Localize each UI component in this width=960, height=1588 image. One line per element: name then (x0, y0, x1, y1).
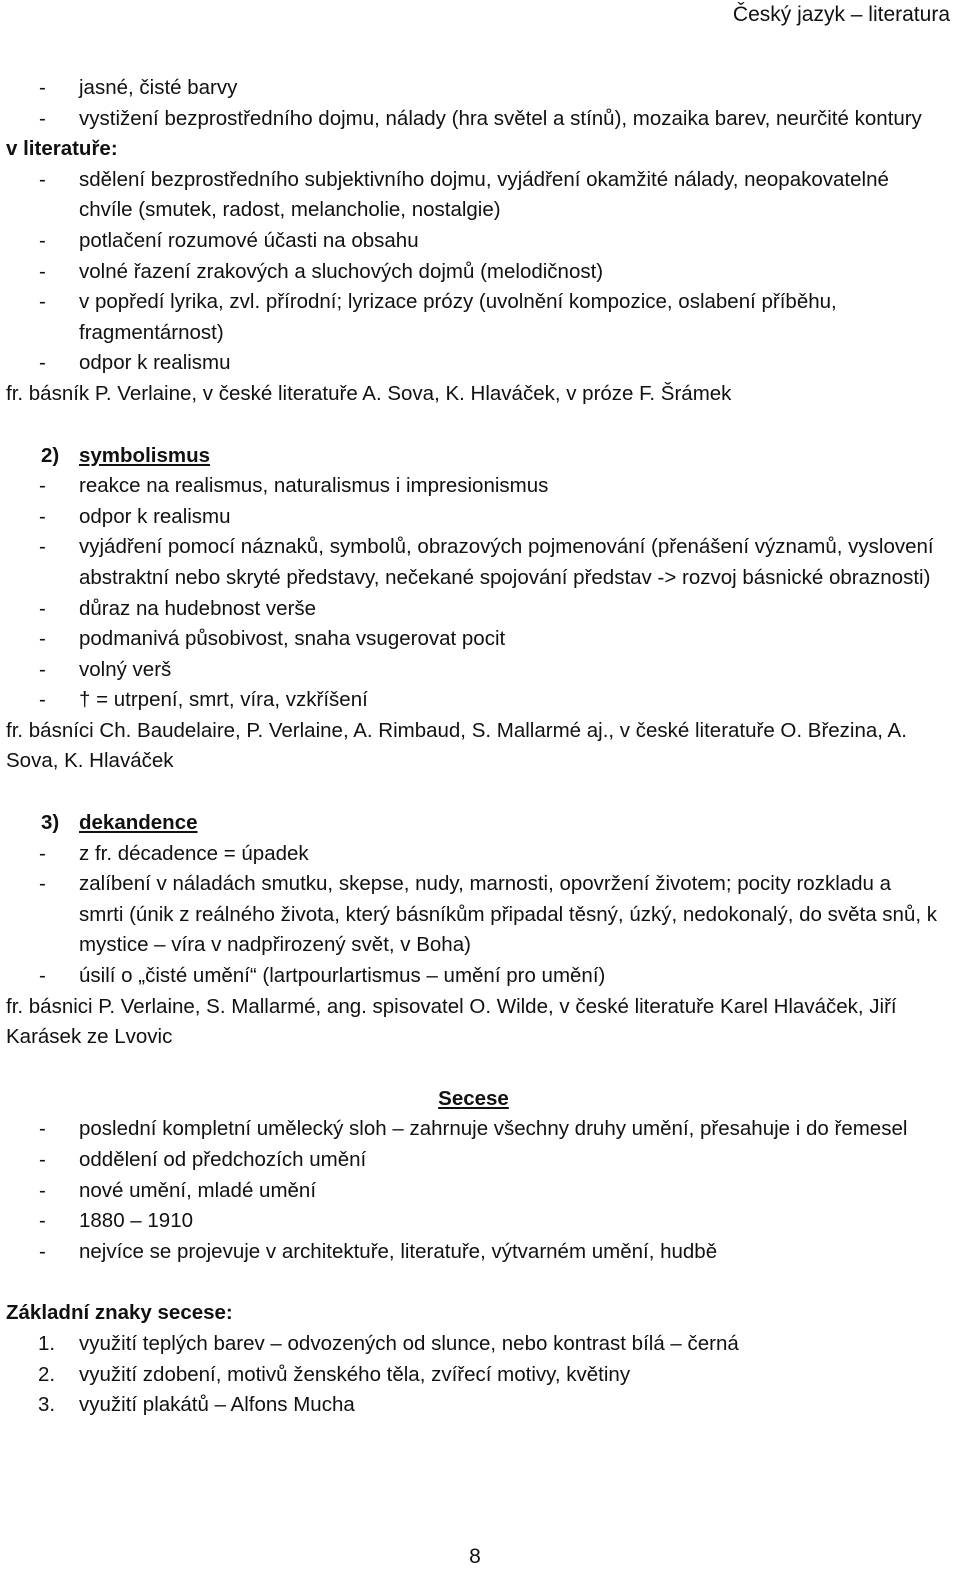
bullet-dash: - (39, 627, 46, 651)
subheading-v-literature: v literatuře: (6, 137, 118, 161)
bullet-dash: - (39, 228, 46, 252)
bullet-dash: - (39, 106, 46, 130)
bullet-dash: - (39, 1148, 46, 1171)
list-item: - volné řazení zrakových a sluchových dojmů (melodičnost) (6, 257, 941, 288)
authors-line: fr. básníci Ch. Baudelaire, P. Verlaine, A. Rimbaud, S. Mallarmé aj., v české literatuře O. Březina, A. Sova, K. Hlaváček (6, 718, 907, 773)
list-item: - zalíbení v náladách smutku, skepse, nudy, marnosti, opovržení životem; pocity rozkladu a smrti (únik z reálného života, který básníkům připadal těsný, úzký, nedokonalý, do světa snů, k mystice – víra v nadpřirozený svět, v Boha) (6, 869, 941, 961)
list-item: - vyjádření pomocí náznaků, symbolů, obrazových pojmenování (přenášení významů, vyslovení abstraktní nebo skryté představy, nečekané spojování představ -> rozvoj básnické obraznosti) (6, 532, 941, 593)
section-heading-symbolismus: 2) symbolismus (41, 443, 211, 467)
bullet-dash: - (39, 351, 46, 375)
bullet-dash: - (39, 1117, 46, 1141)
page-header: Český jazyk – literatura (732, 3, 950, 26)
list-item: - odpor k realismu (6, 348, 941, 379)
list-item: - reakce na realismus, naturalismus i impresionismus (6, 471, 941, 502)
bullet-dash: - (39, 535, 46, 559)
bullet-dash: - (39, 76, 46, 99)
list-item: - z fr. décadence = úpadek (6, 839, 941, 870)
list-item: - důraz na hudebnost verše (6, 594, 941, 625)
bullet-dash: - (39, 596, 46, 620)
bullet-dash: - (39, 688, 46, 712)
bullet-dash: - (39, 657, 46, 681)
list-item: - potlačení rozumové účasti na obsahu (6, 226, 941, 257)
list-item: - podmanivá působivost, snaha vsugerovat pocit (6, 624, 941, 655)
numbered-item: 2. využití zdobení, motivů ženského těla, zvířecí motivy, květiny (38, 1362, 631, 1386)
bullet-dash: - (39, 474, 46, 498)
bullet-dash: - (39, 964, 46, 988)
list-item: - poslední kompletní umělecký sloh – zahrnuje všechny druhy umění, přesahuje i do řemesel (6, 1114, 941, 1145)
list-item: - 1880 – 1910 (6, 1206, 941, 1237)
bullet-dash: - (39, 290, 46, 314)
list-item: - oddělení od předchozích umění (6, 1145, 941, 1176)
list-item: - úsilí o „čisté umění“ (lartpourlartismus – umění pro umění) (6, 961, 941, 992)
section-heading-dekandence: 3) dekandence (41, 811, 198, 835)
list-item: - nejvíce se projevuje v architektuře, literatuře, výtvarném umění, hudbě (6, 1237, 941, 1268)
list-item: - nové umění, mladé umění (6, 1176, 941, 1207)
list-item: - odpor k realismu (6, 502, 941, 533)
authors-line: fr. básnici P. Verlaine, S. Mallarmé, ang. spisovatel O. Wilde, v české literatuře Karel Hlaváček, Jiří Karásek ze Lvovic (6, 994, 897, 1049)
bullet-dash: - (39, 504, 46, 528)
numbered-item: 3. využití plakátů – Alfons Mucha (38, 1393, 355, 1417)
subheading-zakladni-znaky: Základní znaky secese: (6, 1301, 233, 1325)
list-item: - volný verš (6, 655, 941, 686)
bullet-dash: - (39, 1178, 46, 1202)
list-item: - † = utrpení, smrt, víra, vzkříšení (6, 685, 941, 716)
page-number: 8 (469, 1545, 481, 1568)
authors-line: fr. básník P. Verlaine, v české literatuře A. Sova, K. Hlaváček, v próze F. Šrámek (6, 381, 732, 405)
numbered-item: 1. využití teplých barev – odvozených od slunce, nebo kontrast bílá – černá (38, 1331, 739, 1355)
bullet-dash: - (39, 1209, 46, 1233)
bullet-dash: - (39, 872, 46, 896)
bullet-dash: - (39, 167, 46, 191)
list-item: - vystižení bezprostředního dojmu, nálady (hra světel a stínů), mozaika barev, neurčité kontury (6, 104, 941, 135)
section-title-secese: Secese (438, 1086, 509, 1110)
bullet-dash: - (39, 841, 46, 865)
bullet-dash: - (39, 1239, 46, 1263)
list-item: - v popředí lyrika, zvl. přírodní; lyrizace prózy (uvolnění kompozice, oslabení příběhu, fragmentárnost) (6, 287, 941, 348)
bullet-dash: - (39, 259, 46, 283)
list-item: - jasné, čisté barvy (6, 73, 941, 104)
document-body (6, 73, 941, 1421)
list-item: - sdělení bezprostředního subjektivního dojmu, vyjádření okamžité nálady, neopakovatelné chvíle (smutek, radost, melancholie, nostalgie) (6, 165, 941, 226)
